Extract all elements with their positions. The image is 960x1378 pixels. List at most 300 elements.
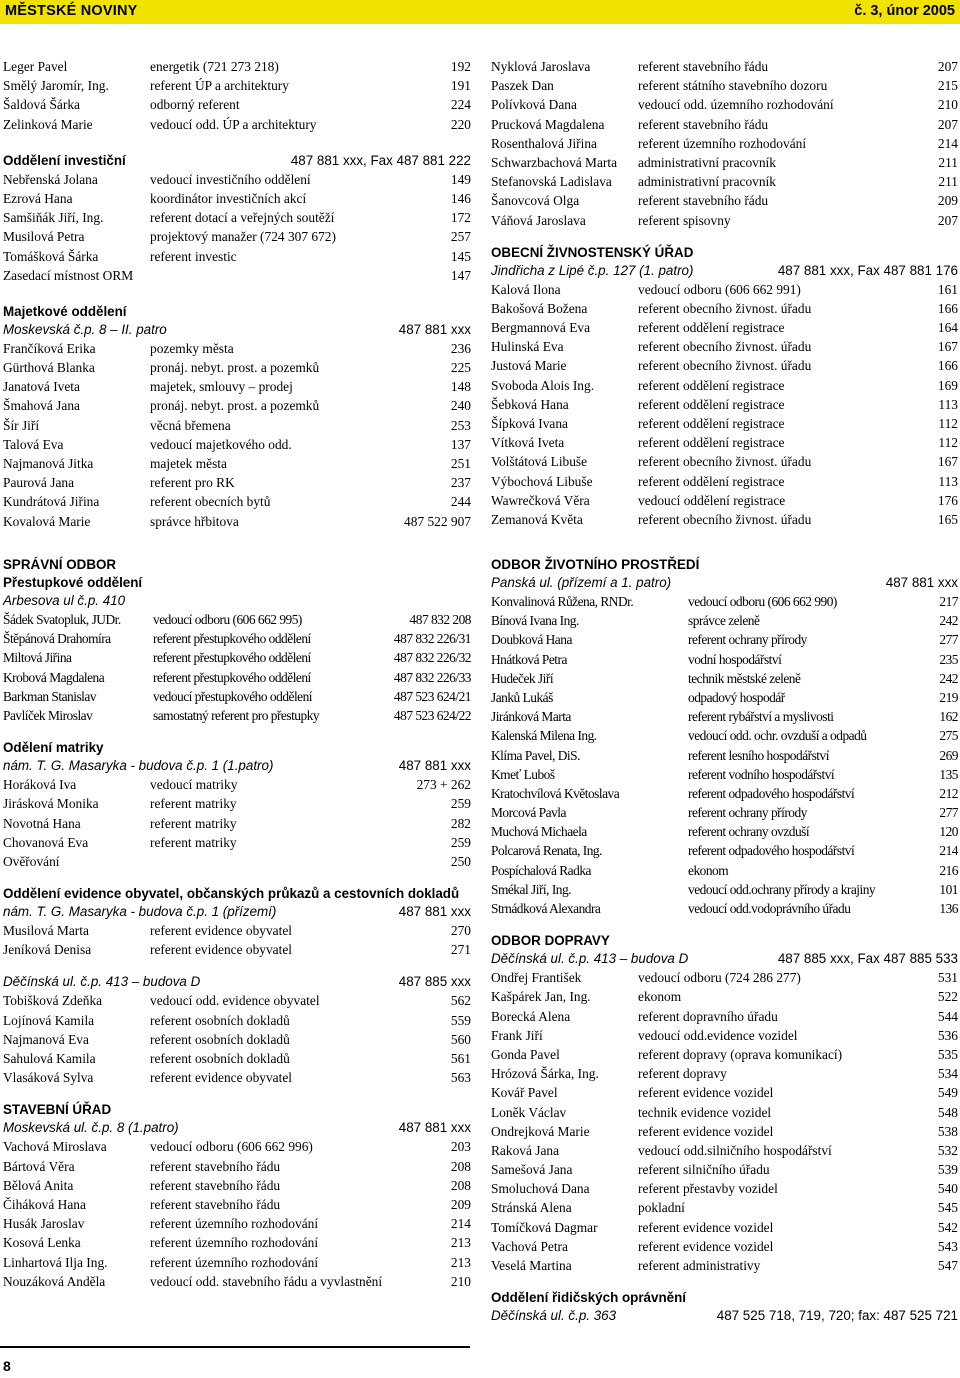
contact-phone: 213 <box>450 1235 471 1251</box>
contact-name: Zasedací místnost ORM <box>3 267 134 283</box>
contact-role: vedoucí investičního oddělení <box>150 171 311 187</box>
contact-row <box>3 454 471 473</box>
contact-phone: 203 <box>450 1139 471 1155</box>
section-address-row <box>3 592 471 610</box>
contact-phone: 169 <box>937 377 958 393</box>
contact-row <box>491 592 958 611</box>
contact-phone: 161 <box>937 281 958 297</box>
contact-row <box>3 1157 471 1176</box>
contact-phone: 224 <box>450 97 471 113</box>
contact-name: Kalová Ilona <box>491 281 561 297</box>
contact-phone: 166 <box>937 300 958 316</box>
section-subtitle: Přestupkové oddělení <box>3 575 143 590</box>
contact-phone: 534 <box>937 1066 958 1082</box>
contact-list <box>3 57 471 134</box>
contact-name: Wawrečková Věra <box>491 492 590 508</box>
contact-row <box>491 191 958 210</box>
contact-phone: 210 <box>450 1273 471 1289</box>
contact-role: referent dotací a veřejných soutěží <box>150 210 335 226</box>
contact-role: referent dopravního úřadu <box>638 1008 778 1024</box>
contact-role: vedoucí odboru (606 662 990) <box>688 594 837 609</box>
contact-role: referent odpadového hospodářství <box>688 843 855 859</box>
contact-role: odpadový hospodář <box>688 689 785 705</box>
contact-role: vedoucí odd. ÚP a architektury <box>150 116 317 132</box>
contact-name: Polcarová Renata, Ing. <box>491 843 602 859</box>
contact-row <box>491 318 958 337</box>
contact-row <box>3 814 471 833</box>
contact-list <box>491 968 958 1275</box>
contact-name: Smělý Jaromír, Ing. <box>3 78 109 94</box>
contact-name: Tobišková Zdeňka <box>3 993 103 1009</box>
masthead <box>0 0 960 24</box>
contact-phone: 277 <box>939 805 958 821</box>
contact-phone: 166 <box>937 358 958 374</box>
contact-phone: 220 <box>450 116 471 132</box>
contact-row <box>3 610 471 629</box>
contact-row <box>491 337 958 356</box>
contact-row <box>491 1007 958 1026</box>
contact-role: referent ochrany přírody <box>688 632 807 648</box>
contact-row <box>3 775 471 794</box>
contact-list <box>3 170 471 285</box>
contact-row <box>3 1137 471 1156</box>
section-phone: 487 881 xxx <box>398 758 471 774</box>
contact-row <box>491 172 958 191</box>
contact-name: Raková Jana <box>491 1142 560 1158</box>
contact-role: vedoucí majetkového odd. <box>150 436 292 452</box>
section-address-row <box>491 262 958 280</box>
contact-phone: 559 <box>450 1012 471 1028</box>
contact-phone: 242 <box>939 613 958 629</box>
contact-row <box>3 512 471 531</box>
contact-role: referent obecního živnost. úřadu <box>638 339 812 355</box>
contact-role: pronáj. nebyt. prost. a pozemků <box>150 398 320 414</box>
contact-phone: 162 <box>939 709 958 725</box>
contact-phone: 211 <box>938 154 958 170</box>
section-title: Oddělení evidence obyvatel, občanských průkazů a cestovních dokladů <box>3 886 460 902</box>
contact-role: technik evidence vozidel <box>638 1104 772 1120</box>
contact-name: Gürthová Blanka <box>3 360 95 376</box>
contact-row <box>3 991 471 1010</box>
contact-role: referent obecního živnost. úřadu <box>638 454 812 470</box>
contact-name: Samešová Jana <box>491 1162 573 1178</box>
contact-role: pronáj. nebyt. prost. a pozemků <box>150 360 320 376</box>
contact-row <box>3 1068 471 1087</box>
contact-phone: 191 <box>450 78 471 94</box>
section-address-row <box>3 757 471 775</box>
contact-role: odborný referent <box>150 97 240 113</box>
contact-role: referent evidence vozidel <box>638 1123 774 1139</box>
contact-row <box>3 1272 471 1291</box>
contact-name: Gonda Pavel <box>491 1046 560 1062</box>
contact-name: Chovanová Eva <box>3 834 89 850</box>
page-number: 8 <box>3 1358 11 1374</box>
contact-name: Polívková Dana <box>491 97 577 113</box>
section-address-row <box>3 321 471 339</box>
contact-phone: 215 <box>937 78 958 94</box>
contact-row <box>3 852 471 871</box>
contact-row <box>491 1064 958 1083</box>
contact-phone: 148 <box>450 379 471 395</box>
contact-role: věcná břemena <box>150 417 231 433</box>
contact-role: referent státního stavebního dozoru <box>638 78 828 94</box>
contact-role: referent ÚP a architektury <box>150 78 289 94</box>
contact-row <box>491 510 958 529</box>
contact-name: Jeníková Denisa <box>3 942 92 958</box>
contact-role: referent rybářství a myslivosti <box>688 709 834 725</box>
contact-row <box>3 247 471 266</box>
section-address: Arbesova ul č.p. 410 <box>3 593 126 608</box>
contact-role: vedoucí odd.vodoprávního úřadu <box>688 901 851 916</box>
contact-name: Ondrejková Marie <box>491 1123 590 1139</box>
contact-phone: 211 <box>938 174 958 190</box>
contact-phone: 176 <box>937 492 958 508</box>
contact-phone: 273 + 262 <box>416 777 471 793</box>
contact-phone: 259 <box>450 834 471 850</box>
section-address: Děčínská ul. č.p. 363 <box>491 1308 617 1324</box>
contact-phone: 562 <box>450 993 471 1009</box>
contact-name: Štěpánová Drahomíra <box>3 631 111 647</box>
section-phone: 487 881 xxx, Fax 487 881 222 <box>290 152 471 168</box>
contact-row <box>3 687 471 706</box>
contact-row <box>3 1214 471 1233</box>
contact-role: ekonom <box>688 862 729 878</box>
contact-role: referent osobních dokladů <box>150 1031 290 1047</box>
contact-row <box>3 940 471 959</box>
contact-name: Jirásková Monika <box>3 796 99 812</box>
section-address-row <box>3 973 471 991</box>
contact-phone: 257 <box>450 229 471 245</box>
contact-phone: 236 <box>450 340 471 356</box>
section-address: nám. T. G. Masaryka - budova č.p. 1 (přízemí) <box>3 904 277 920</box>
contact-phone: 214 <box>939 843 958 859</box>
contact-role: referent lesního hospodářství <box>688 747 829 763</box>
contact-role: referent evidence obyvatel <box>150 1070 293 1086</box>
contact-row <box>491 822 958 841</box>
contact-phone: 487 832 226/32 <box>393 650 471 666</box>
contact-phone: 112 <box>938 435 958 451</box>
contact-phone: 253 <box>450 417 471 433</box>
contact-row <box>491 452 958 471</box>
contact-name: Šír Jiří <box>3 417 40 433</box>
contact-row <box>3 473 471 492</box>
contact-name: Kovalová Marie <box>3 513 91 529</box>
contact-name: Morcová Pavla <box>491 805 566 821</box>
contact-phone: 113 <box>938 396 958 412</box>
contact-phone: 487 832 208 <box>409 612 471 627</box>
contact-row <box>491 1026 958 1045</box>
contact-phone: 539 <box>937 1162 958 1178</box>
contact-phone: 487 523 624/21 <box>393 688 471 704</box>
contact-phone: 209 <box>937 193 958 209</box>
section-title: Majetkové oddělení <box>3 303 127 319</box>
contact-row <box>3 668 471 687</box>
contact-role: vedoucí odboru (724 286 277) <box>638 970 801 986</box>
contact-phone: 192 <box>450 59 471 74</box>
contact-phone: 209 <box>450 1196 471 1212</box>
contact-row <box>3 1030 471 1049</box>
contact-role: referent stavebního řádu <box>638 193 769 209</box>
contact-row <box>3 1049 471 1068</box>
section-address: Moskevská č.p. 8 – II. patro <box>3 321 167 337</box>
section-address: Děčínská ul. č.p. 413 – budova D <box>3 974 201 990</box>
contact-role: referent silničního úřadu <box>638 1162 770 1178</box>
contact-role: referent matriky <box>150 834 237 850</box>
contact-row <box>491 414 958 433</box>
contact-role: referent stavebního řádu <box>150 1196 281 1212</box>
contact-role: referent vodního hospodářství <box>688 766 835 782</box>
contact-phone: 487 832 226/31 <box>393 631 471 647</box>
contact-name: Nyklová Jaroslava <box>491 59 591 74</box>
contact-name: Barkman Stanislav <box>3 688 97 704</box>
contact-list <box>3 339 471 531</box>
contact-phone: 136 <box>939 901 958 916</box>
contact-role: pokladní <box>638 1200 685 1216</box>
contact-phone: 270 <box>450 923 471 939</box>
contact-name: Vachová Petra <box>491 1238 568 1254</box>
contact-row <box>491 688 958 707</box>
contact-role: referent územního rozhodování <box>150 1235 319 1251</box>
contact-name: Zemanová Květa <box>491 511 583 527</box>
contact-role: majetek města <box>150 456 227 471</box>
contact-name: Hnátková Petra <box>491 651 567 667</box>
contact-role: pozemky města <box>150 340 234 356</box>
contact-row <box>3 492 471 511</box>
contact-name: Strnádková Alexandra <box>491 901 601 916</box>
contact-name: Bakošová Božena <box>491 300 588 316</box>
contact-name: Pavlíček Miroslav <box>3 707 93 723</box>
section-address: nám. T. G. Masaryka - budova č.p. 1 (1.patro) <box>3 758 274 774</box>
contact-name: Hulinská Eva <box>491 339 564 355</box>
contact-role: referent evidence vozidel <box>638 1219 774 1235</box>
contact-role: referent stavebního řádu <box>150 1177 281 1193</box>
contact-row <box>3 648 471 667</box>
contact-name: Šmahová Jana <box>3 398 80 414</box>
contact-list <box>3 775 471 871</box>
contact-name: Schwarzbachová Marta <box>491 154 618 170</box>
contact-row <box>491 491 958 510</box>
contact-name: Justová Marie <box>491 358 567 374</box>
contact-role: referent evidence obyvatel <box>150 923 293 939</box>
section-address: Moskevská ul. č.p. 8 (1.patro) <box>3 1120 179 1136</box>
contact-name: Nouzáková Anděla <box>3 1273 106 1289</box>
contact-row <box>3 396 471 415</box>
section-title: Oddělení investiční <box>3 152 126 168</box>
contact-name: Hudeček Jiří <box>491 670 554 686</box>
contact-role: referent územního rozhodování <box>150 1216 319 1232</box>
contact-list <box>491 57 958 230</box>
contact-phone: 240 <box>450 398 471 414</box>
contact-name: Lojínová Kamila <box>3 1012 95 1028</box>
contact-phone: 112 <box>938 416 958 431</box>
contact-phone: 545 <box>937 1200 958 1216</box>
contact-role: vedoucí matriky <box>150 777 238 793</box>
contact-name: Zelinková Marie <box>3 116 93 132</box>
contact-role: správce zeleně <box>688 613 760 629</box>
contact-name: Talová Eva <box>3 436 64 452</box>
section-address: Děčínská ul. č.p. 413 – budova D <box>491 951 689 967</box>
contact-phone: 146 <box>450 190 471 206</box>
contact-row <box>491 1122 958 1141</box>
contact-phone: 207 <box>937 212 958 228</box>
contact-name: Najmanová Jitka <box>3 456 94 471</box>
contact-list <box>3 921 471 959</box>
contact-phone: 548 <box>937 1104 958 1120</box>
contact-row <box>3 339 471 358</box>
column-1-bottom <box>3 556 471 1291</box>
contact-phone: 531 <box>937 970 958 986</box>
section-phone: 487 881 xxx, Fax 487 881 176 <box>777 262 958 278</box>
contact-row <box>491 376 958 395</box>
contact-row <box>491 611 958 630</box>
contact-phone: 164 <box>937 320 958 336</box>
contact-name: Kalenská Milena Ing. <box>491 728 597 744</box>
contact-row <box>3 1253 471 1272</box>
contact-phone: 210 <box>937 97 958 113</box>
contact-phone: 165 <box>937 511 958 527</box>
contact-role: referent oddělení registrace <box>638 435 785 451</box>
contact-phone: 522 <box>937 989 958 1005</box>
contact-name: Tomíčková Dagmar <box>491 1219 598 1235</box>
contact-row <box>3 1195 471 1214</box>
contact-row <box>491 630 958 649</box>
contact-name: Musilová Marta <box>3 923 89 939</box>
contact-name: Musilová Petra <box>3 229 85 245</box>
contact-name: Bergmannová Eva <box>491 320 591 336</box>
contact-row <box>3 57 471 76</box>
contact-name: Konvalinová Růžena, RNDr. <box>491 594 634 609</box>
contact-role: referent oddělení registrace <box>638 396 785 412</box>
contact-phone: 167 <box>937 454 958 470</box>
contact-role: správce hřbitova <box>150 513 239 529</box>
contact-role: referent oddělení registrace <box>638 473 785 489</box>
contact-name: Šádek Svatopluk, JUDr. <box>3 612 121 627</box>
contact-row <box>491 211 958 230</box>
contact-name: Leger Pavel <box>3 59 68 74</box>
section-address: Panská ul. (přízemí a 1. patro) <box>491 575 672 590</box>
contact-name: Kosová Lenka <box>3 1235 81 1251</box>
contact-role: referent stavebního řádu <box>150 1158 281 1174</box>
contact-role: energetik (721 273 218) <box>150 59 279 74</box>
contact-role: referent odpadového hospodářství <box>688 785 855 801</box>
contact-name: Doubková Hana <box>491 632 572 648</box>
contact-row <box>491 1179 958 1198</box>
contact-name: Frančíková Erika <box>3 340 96 356</box>
contact-phone: 540 <box>937 1181 958 1197</box>
contact-row <box>491 1256 958 1275</box>
contact-row <box>3 794 471 813</box>
contact-row <box>491 746 958 765</box>
contact-phone: 487 523 624/22 <box>393 707 471 723</box>
contact-row <box>491 134 958 153</box>
section-address: Jindřicha z Lipé č.p. 127 (1. patro) <box>491 262 694 278</box>
section-address-row <box>3 1119 471 1137</box>
contact-phone: 271 <box>450 942 471 958</box>
contact-name: Kmeť Luboš <box>491 766 555 782</box>
contact-name: Stefanovská Ladislava <box>491 174 612 190</box>
contact-role: referent přestupkového oddělení <box>153 650 311 666</box>
contact-row <box>3 266 471 285</box>
contact-row <box>491 841 958 860</box>
contact-name: Krobová Magdalena <box>3 669 105 685</box>
contact-role: referent investic <box>150 248 237 264</box>
column-1-top <box>3 57 471 531</box>
contact-name: Bártová Věra <box>3 1158 75 1174</box>
contact-row <box>491 1045 958 1064</box>
contact-name: Samšiňák Jiří, Ing. <box>3 210 104 226</box>
contact-phone: 544 <box>937 1008 958 1024</box>
contact-name: Bělová Anita <box>3 1177 74 1193</box>
contact-phone: 532 <box>937 1142 958 1158</box>
contact-name: Hrózová Šárka, Ing. <box>491 1066 599 1082</box>
contact-row <box>491 1198 958 1217</box>
contact-role: vedoucí přestupkového oddělení <box>153 688 313 704</box>
contact-name: Ondřej František <box>491 970 582 986</box>
contact-name: Paurová Jana <box>3 475 75 491</box>
contact-row <box>491 765 958 784</box>
contact-phone: 549 <box>937 1085 958 1101</box>
contact-role: referent obecního živnost. úřadu <box>638 358 812 374</box>
contact-phone: 225 <box>450 360 471 376</box>
contact-name: Smoluchová Dana <box>491 1181 590 1197</box>
contact-row <box>491 395 958 414</box>
contact-name: Tomášková Šárka <box>3 248 99 264</box>
contact-role: referent oddělení registrace <box>638 320 785 336</box>
contact-phone: 208 <box>450 1177 471 1193</box>
contact-name: Kratochvílová Květoslava <box>491 785 620 801</box>
contact-phone: 101 <box>939 881 958 897</box>
contact-name: Kašpárek Jan, Ing. <box>491 989 591 1005</box>
contact-phone: 135 <box>939 766 958 782</box>
contact-role: majetek, smlouvy – prodej <box>150 379 293 395</box>
contact-row <box>3 416 471 435</box>
contact-row <box>491 707 958 726</box>
section-address-row <box>491 1307 958 1325</box>
contact-name: Čiháková Hana <box>3 1196 86 1212</box>
contact-role: referent dopravy <box>638 1066 727 1082</box>
contact-role: ekonom <box>638 989 682 1005</box>
contact-row <box>491 1237 958 1256</box>
section-title: Oddělení řidičských oprávnění <box>491 1290 686 1306</box>
contact-row <box>491 861 958 880</box>
contact-phone: 250 <box>450 853 471 869</box>
contact-role: referent administrativy <box>638 1258 761 1273</box>
column-2-bottom <box>491 556 958 1325</box>
contact-role: vedoucí odd.evidence vozidel <box>638 1027 798 1043</box>
contact-list <box>3 1137 471 1291</box>
contact-row <box>491 1160 958 1179</box>
section-title: ODBOR ŽIVOTNÍHO PROSTŘEDÍ <box>491 557 700 572</box>
contact-row <box>491 803 958 822</box>
contact-role: referent matriky <box>150 815 237 831</box>
contact-name: Kovář Pavel <box>491 1085 558 1101</box>
section-phone: 487 525 718, 719, 720; fax: 487 525 721 <box>716 1308 958 1324</box>
contact-list <box>491 280 958 529</box>
contact-row <box>3 358 471 377</box>
contact-role: vedoucí odboru (606 662 996) <box>150 1139 313 1155</box>
contact-phone: 542 <box>937 1219 958 1235</box>
contact-name: Rosenthalová Jiřina <box>491 135 597 151</box>
contact-phone: 251 <box>450 456 471 471</box>
contact-phone: 237 <box>450 475 471 491</box>
contact-row <box>491 1218 958 1237</box>
contact-role: koordinátor investičních akcí <box>150 190 307 206</box>
contact-row <box>491 784 958 803</box>
contact-role: referent evidence vozidel <box>638 1085 774 1101</box>
contact-name: Kundrátová Jiřina <box>3 494 100 510</box>
contact-role: referent ochrany ovzduší <box>688 824 810 840</box>
contact-role: referent pro RK <box>150 475 235 491</box>
